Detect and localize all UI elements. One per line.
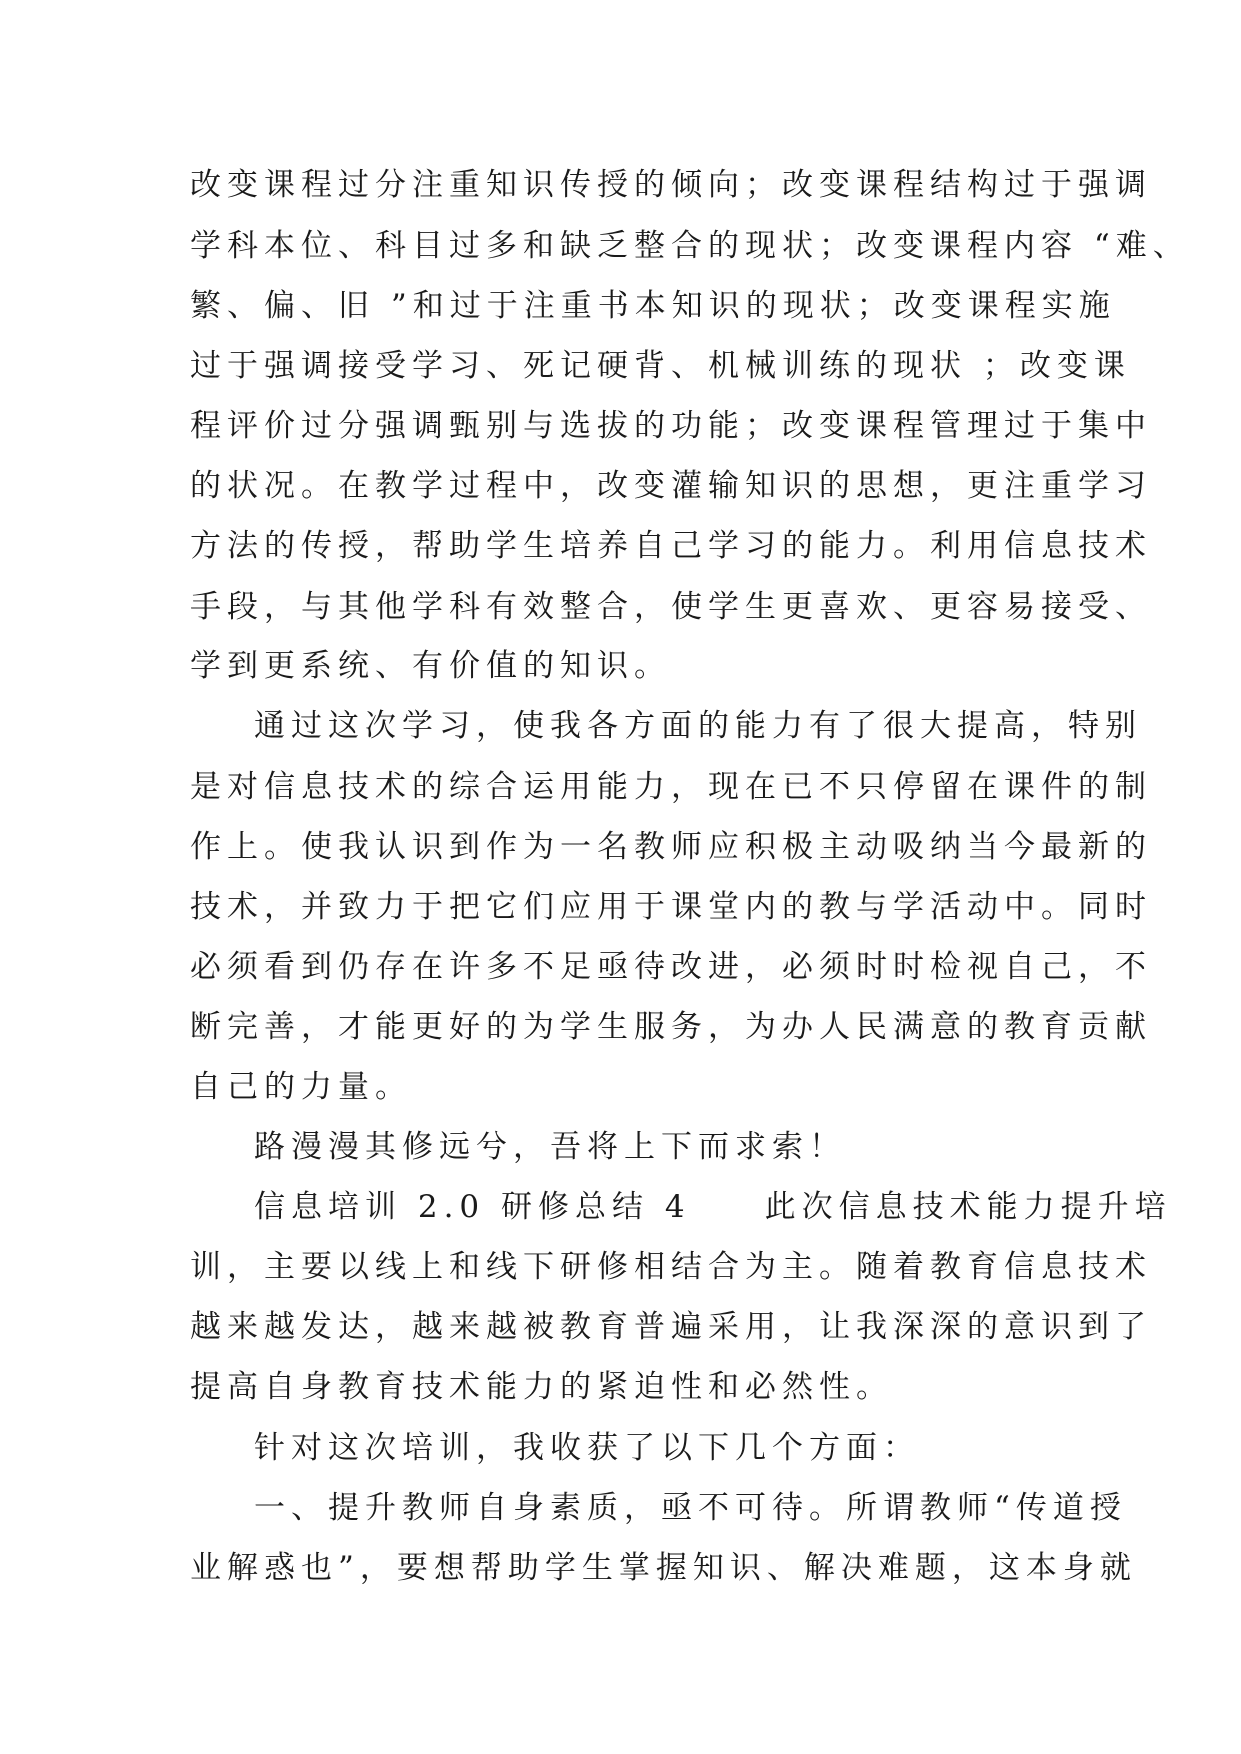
text-line: 繁、偏、旧 ”和过于注重书本知识的现状；改变课程实施 [190,288,1116,324]
text-line: 针对这次培训，我收获了以下几个方面： [254,1430,920,1466]
text-line: 一、提升教师自身素质，亟不可待。所谓教师“传道授 [254,1490,1127,1526]
text-line: 过于强调接受学习、死记硬背、机械训练的现状 ；改变课 [190,348,1131,384]
text-line: 技术，并致力于把它们应用于课堂内的教与学活动中。同时 [190,889,1152,925]
text-line: 的状况。在教学过程中，改变灌输知识的思想，更注重学习 [190,468,1152,504]
text-line: 自己的力量。 [190,1069,412,1105]
text-line: 程评价过分强调甄别与选拔的功能；改变课程管理过于集中 [190,408,1152,444]
text-line: 学到更系统、有价值的知识。 [190,648,671,684]
text-line: 业解惑也”，要想帮助学生掌握知识、解决难题，这本身就 [190,1550,1137,1586]
text-line: 通过这次学习，使我各方面的能力有了很大提高，特别 [254,708,1142,744]
text-line: 路漫漫其修远兮，吾将上下而求索！ [254,1129,846,1165]
text-line: 作上。使我认识到作为一名教师应积极主动吸纳当今最新的 [190,829,1152,865]
text-line: 信息培训 2.0 研修总结 4 此次信息技术能力提升培 [254,1189,1172,1225]
text-line: 改变课程过分注重知识传授的倾向；改变课程结构过于强调 [190,167,1152,203]
text-line: 方法的传授，帮助学生培养自己学习的能力。利用信息技术 [190,528,1152,564]
text-line: 必须看到仍存在许多不足亟待改进，必须时时检视自己，不 [190,949,1152,985]
text-line: 学科本位、科目过多和缺乏整合的现状；改变课程内容 “难、 [190,228,1190,264]
text-line: 断完善，才能更好的为学生服务，为办人民满意的教育贡献 [190,1009,1152,1045]
text-line: 越来越发达，越来越被教育普遍采用，让我深深的意识到了 [190,1309,1152,1345]
text-line: 是对信息技术的综合运用能力，现在已不只停留在课件的制 [190,769,1152,805]
text-line: 提高自身教育技术能力的紧迫性和必然性。 [190,1369,893,1405]
text-line: 手段，与其他学科有效整合，使学生更喜欢、更容易接受、 [190,589,1152,625]
text-line: 训，主要以线上和线下研修相结合为主。随着教育信息技术 [190,1249,1152,1285]
